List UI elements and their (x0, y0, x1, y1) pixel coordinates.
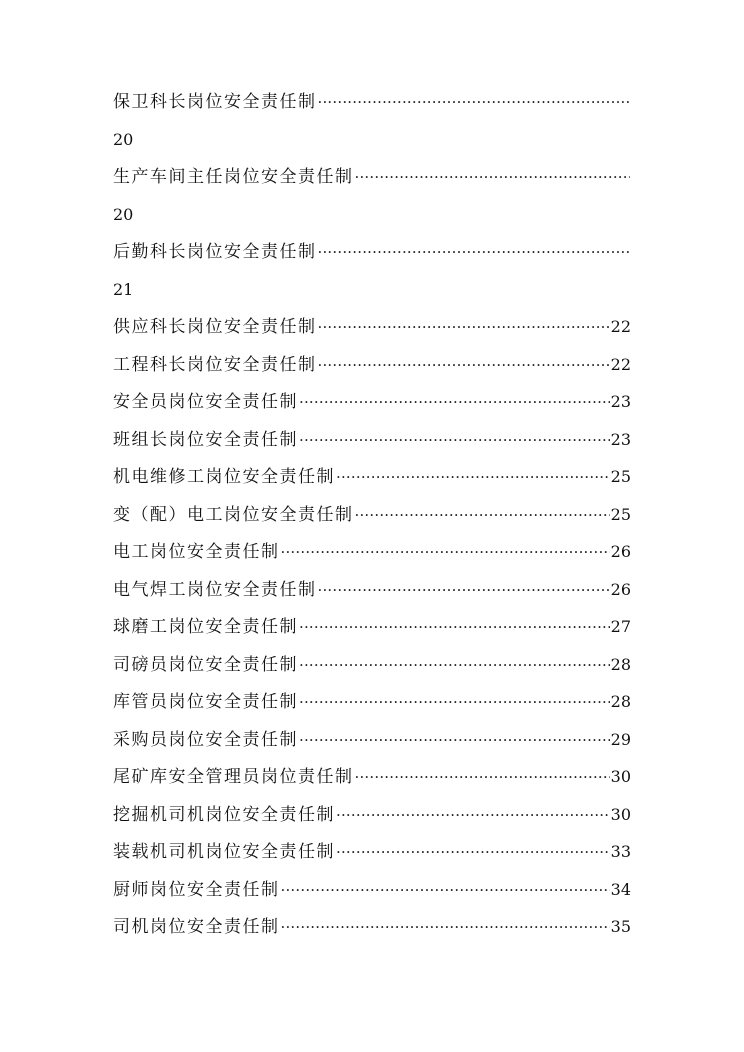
toc-entry-page-number: 23 (610, 392, 631, 411)
toc-entry[interactable] (113, 463, 631, 501)
toc-entry-title: 采购员岗位安全责任制 (113, 729, 298, 750)
toc-entry-page-number: 25 (610, 504, 631, 524)
toc-entry[interactable] (113, 388, 631, 426)
toc-entry-page-number: 20 (113, 129, 134, 149)
toc-entry[interactable] (113, 913, 631, 951)
toc-entry-title: 后勤科长岗位安全责任制 (113, 242, 317, 262)
toc-entry-wrapped[interactable] (113, 88, 631, 126)
toc-leader-dots (299, 613, 610, 641)
toc-entry-title: 变（配）电工岗位安全责任制 (113, 504, 354, 525)
toc-entry-title: 挖掘机司机岗位安全责任制 (113, 804, 335, 825)
toc-leader-dots (281, 538, 610, 566)
toc-leader-dots (318, 238, 631, 266)
toc-entry-title: 厨师岗位安全责任制 (113, 879, 280, 900)
toc-entry[interactable] (113, 576, 631, 614)
toc-entry[interactable] (113, 351, 631, 389)
toc-entry-title: 司机岗位安全责任制 (113, 917, 280, 937)
toc-leader-dots (336, 801, 610, 829)
toc-leader-dots (318, 351, 610, 379)
toc-leader-dots (299, 688, 610, 716)
toc-entry-title: 电气焊工岗位安全责任制 (113, 579, 317, 600)
toc-entry-title: 库管员岗位安全责任制 (113, 692, 298, 712)
toc-entry-page-number: 23 (610, 429, 631, 449)
toc-entry[interactable] (113, 651, 631, 689)
toc-leader-dots (281, 876, 610, 904)
toc-entry-page-number: 26 (610, 542, 631, 561)
toc-entry[interactable] (113, 688, 631, 726)
toc-entry-title: 安全员岗位安全责任制 (113, 392, 298, 412)
toc-entry[interactable] (113, 613, 631, 651)
toc-entry[interactable] (113, 538, 631, 576)
toc-entry-page-number: 27 (610, 617, 631, 636)
toc-entry-title: 装载机司机岗位安全责任制 (113, 842, 335, 862)
toc-leader-dots (281, 913, 610, 941)
toc-leader-dots (355, 163, 631, 191)
toc-entry-title: 生产车间主任岗位安全责任制 (113, 167, 354, 187)
toc-entry-page-number: 30 (610, 767, 631, 786)
toc-entry-page-number: 35 (610, 917, 631, 936)
toc-entry-title: 尾矿库安全管理员岗位责任制 (113, 767, 354, 787)
toc-entry[interactable] (113, 801, 631, 839)
toc-entry-page-number: 28 (610, 654, 631, 674)
toc-entry-page-number: 20 (113, 204, 134, 224)
toc-entry-page-number: 33 (610, 842, 631, 861)
toc-entry-wrapped[interactable] (113, 238, 631, 276)
toc-leader-dots (299, 426, 610, 454)
toc-leader-dots (355, 501, 610, 529)
toc-entry[interactable] (113, 838, 631, 876)
toc-entry-wrapped[interactable] (113, 163, 631, 201)
toc-entry-title: 司磅员岗位安全责任制 (113, 654, 298, 675)
table-of-contents (113, 88, 631, 951)
toc-leader-dots (318, 313, 610, 341)
toc-entry-page-number: 22 (610, 317, 631, 336)
toc-entry-title: 供应科长岗位安全责任制 (113, 317, 317, 337)
toc-leader-dots (355, 763, 610, 791)
toc-entry-page-number: 28 (610, 692, 631, 711)
toc-entry[interactable] (113, 426, 631, 464)
toc-entry-title: 球磨工岗位安全责任制 (113, 617, 298, 637)
toc-entry-page-number: 25 (610, 467, 631, 486)
toc-entry[interactable] (113, 876, 631, 914)
toc-entry-title: 机电维修工岗位安全责任制 (113, 467, 335, 487)
toc-leader-dots (336, 463, 610, 491)
toc-entry-title: 保卫科长岗位安全责任制 (113, 92, 317, 112)
toc-entry-title: 班组长岗位安全责任制 (113, 429, 298, 450)
toc-entry-page-number: 22 (610, 354, 631, 374)
toc-leader-dots (336, 838, 610, 866)
toc-leader-dots (318, 88, 631, 116)
toc-entry[interactable] (113, 726, 631, 764)
toc-leader-dots (299, 726, 610, 754)
toc-entry-title: 工程科长岗位安全责任制 (113, 354, 317, 375)
toc-entry[interactable] (113, 501, 631, 539)
toc-entry-page-number: 34 (610, 879, 631, 899)
toc-entry[interactable] (113, 313, 631, 351)
toc-leader-dots (299, 651, 610, 679)
toc-entry[interactable] (113, 763, 631, 801)
toc-entry-page-number: 26 (610, 579, 631, 599)
toc-leader-dots (299, 388, 610, 416)
toc-entry-page-number: 30 (610, 804, 631, 824)
toc-entry-page-number: 29 (610, 729, 631, 749)
toc-entry-page-number: 21 (113, 279, 134, 299)
toc-leader-dots (318, 576, 610, 604)
toc-entry-title: 电工岗位安全责任制 (113, 542, 280, 562)
